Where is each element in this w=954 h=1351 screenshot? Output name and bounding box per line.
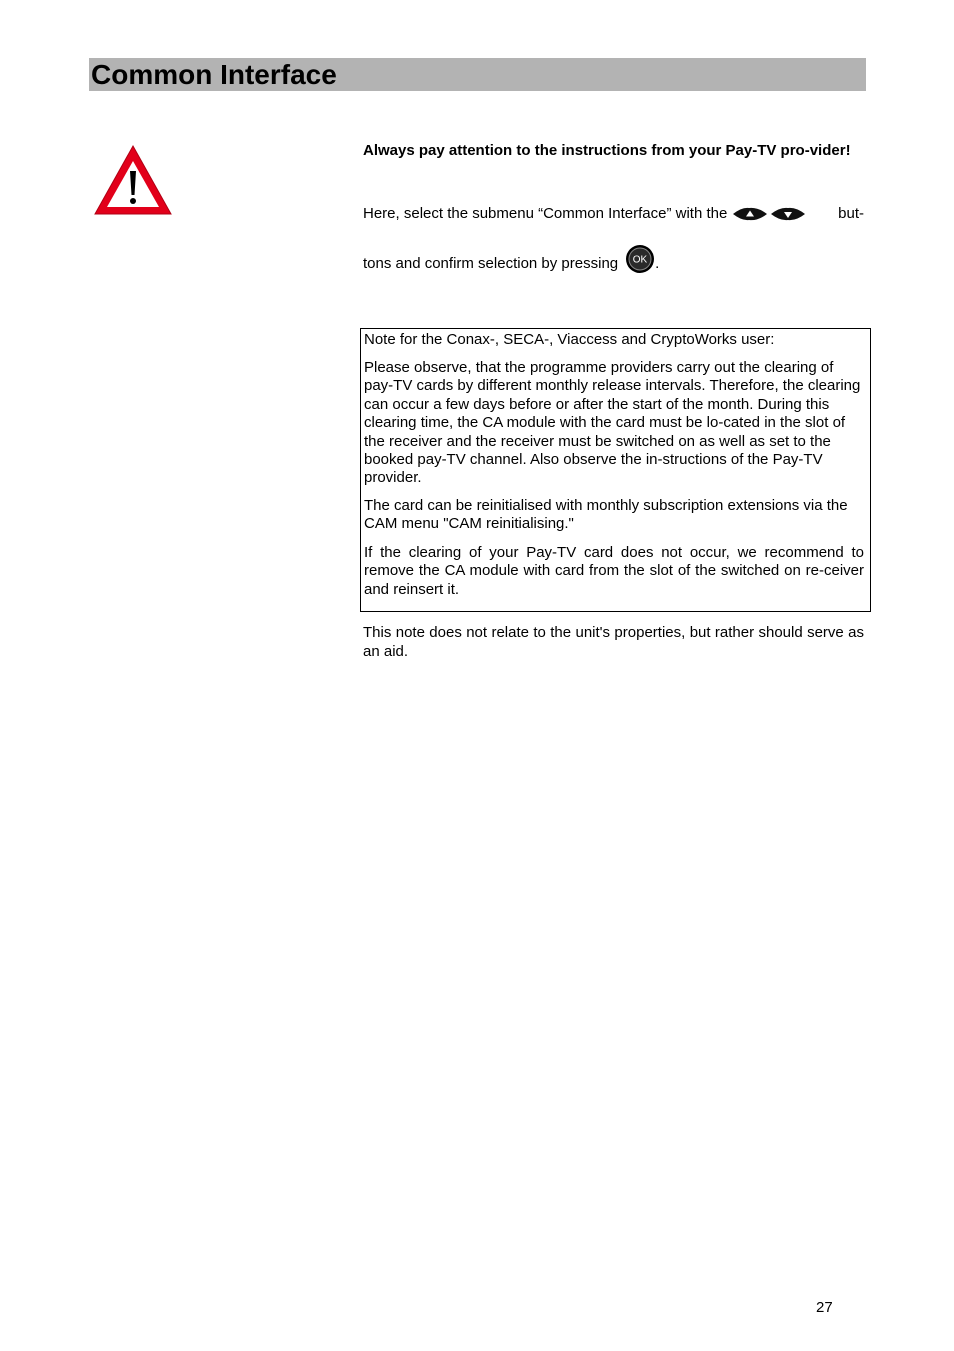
- instruction-text-but: but-: [838, 205, 864, 222]
- up-arrow-button-icon: [733, 208, 767, 220]
- instruction-text-select: Here, select the submenu “Common Interface” with the: [363, 205, 728, 222]
- pay-tv-instruction-note: Always pay attention to the instructions from your Pay-TV pro-vider!: [363, 142, 851, 159]
- ok-label: OK: [632, 254, 648, 266]
- up-down-buttons-icon: [732, 206, 808, 222]
- page-number: 27: [816, 1299, 833, 1316]
- note-box-paragraph-reinit: The card can be reinitialised with monthly subscription extensions via the CAM menu "CAM reinitialising.": [364, 497, 848, 533]
- instruction-line-1: [363, 205, 864, 223]
- down-arrow-button-icon: [771, 208, 805, 220]
- instruction-line-2: [363, 244, 659, 274]
- note-box-paragraph-clearing: Please observe, that the programme providers carry out the clearing of pay-TV cards by different monthly release intervals. Therefore, the clearing can occur a few days before or after the start of the month. During this clearing time, the CA module with the card must be lo-cated in the slot of the receiver and the receiver must be switched on as well as set to the booked pay-TV channel. Also observe the in-structions of the Pay-TV provider.: [364, 359, 861, 487]
- title-bar: [89, 58, 866, 91]
- page-title: Common Interface: [91, 59, 337, 90]
- instruction-text-confirm: tons and confirm selection by pressing: [363, 255, 619, 272]
- warning-triangle-icon: [93, 144, 173, 216]
- note-box-title: Note for the Conax-, SECA-, Viaccess and CryptoWorks user:: [364, 331, 775, 348]
- footnote: This note does not relate to the unit's properties, but rather should serve as an aid.: [363, 624, 864, 660]
- note-box-paragraph-reinsert: If the clearing of your Pay-TV card does not occur, we recommend to remove the CA module with card from the slot of the switched on re-ceiver and reinsert it.: [364, 544, 864, 598]
- instruction-period: .: [655, 255, 660, 272]
- ok-button-icon: [625, 244, 655, 274]
- note-box: [360, 328, 871, 612]
